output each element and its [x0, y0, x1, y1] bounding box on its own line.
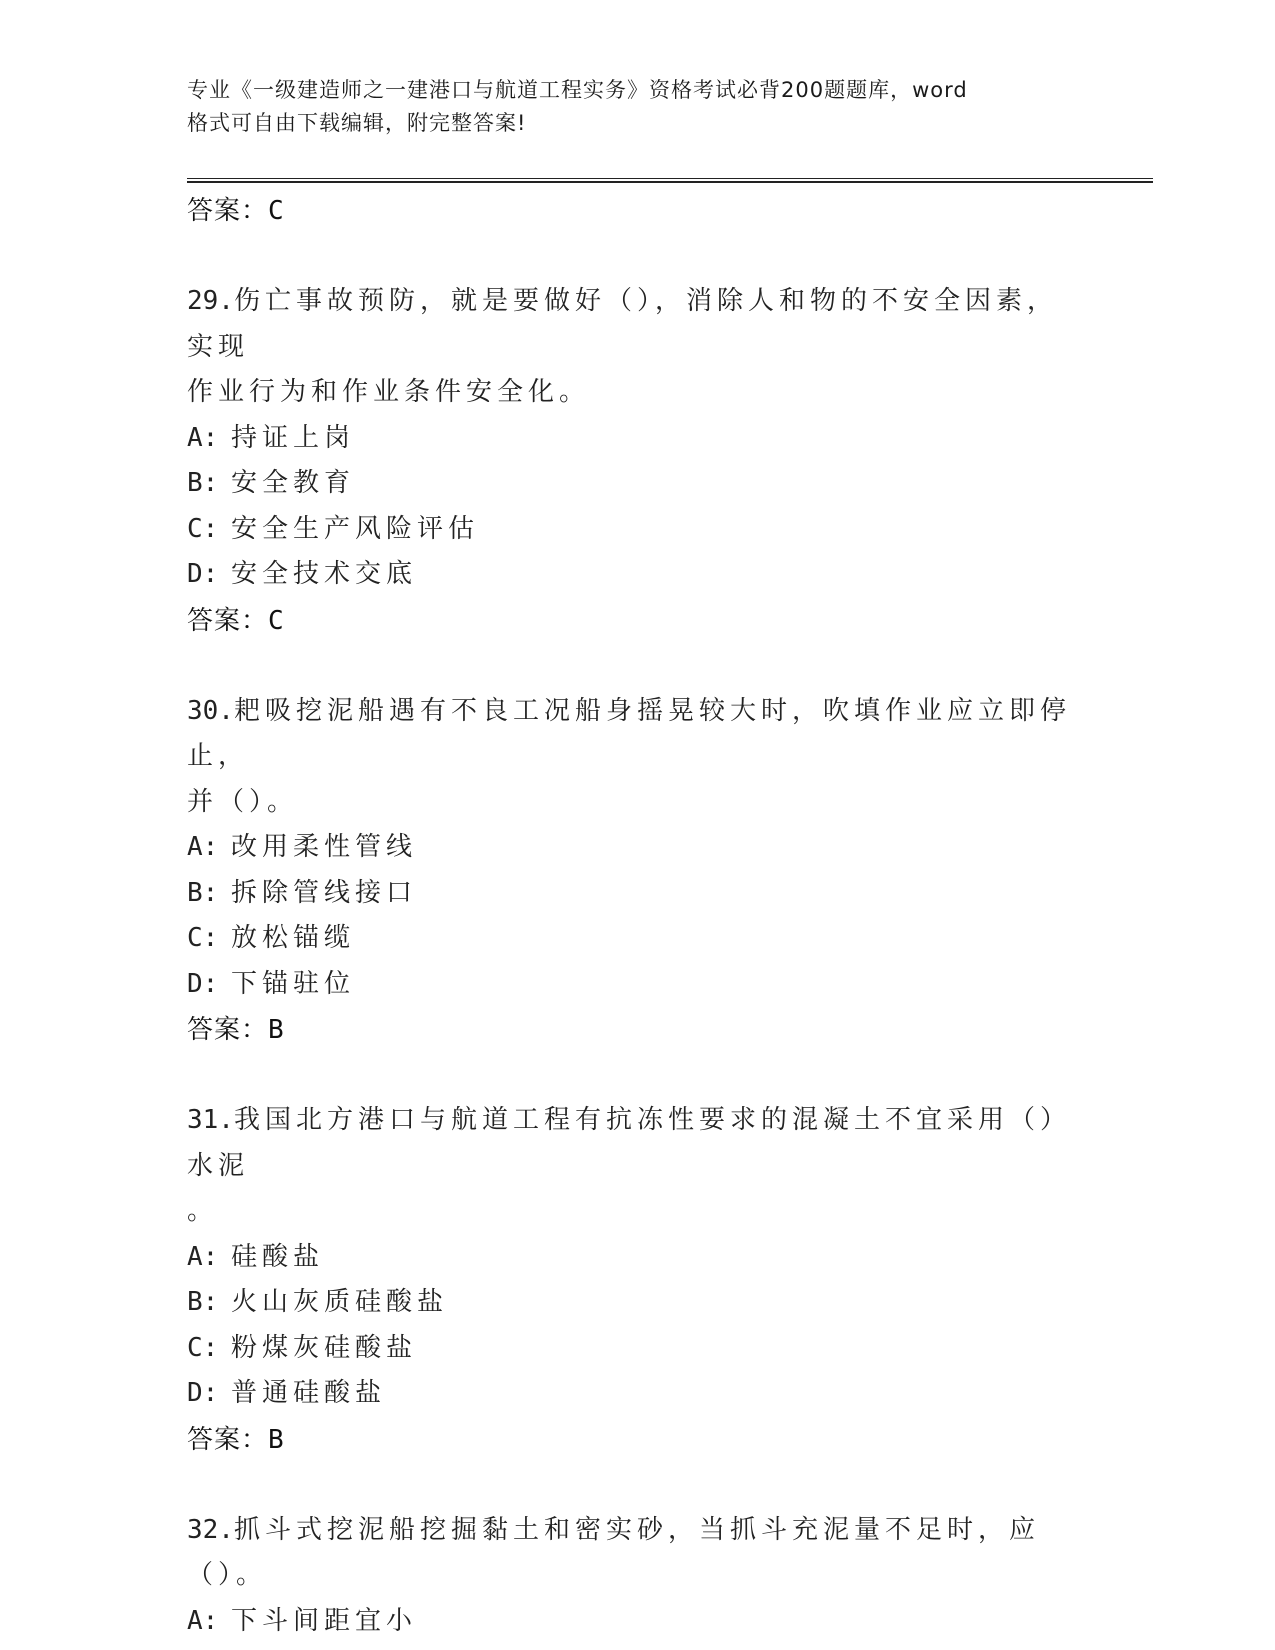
option-letter: B:	[187, 1287, 219, 1317]
question-text	[187, 1508, 1087, 1599]
answer-line	[187, 188, 1087, 234]
question-30	[187, 689, 1087, 1054]
option-letter: A:	[187, 422, 219, 453]
option-a	[187, 1235, 1087, 1281]
answer-label: 答案：	[187, 605, 269, 636]
option-text: 改用柔性管线	[231, 832, 418, 862]
answer-line	[187, 1007, 1087, 1053]
answer-label: 答案：	[187, 1015, 269, 1045]
question-29	[187, 279, 1087, 644]
option-text: 粉煤灰硅酸盐	[231, 1332, 418, 1363]
option-text: 持证上岗	[231, 422, 356, 453]
option-text: 放松锚缆	[231, 923, 356, 953]
option-b	[187, 461, 1087, 507]
question-text-line-1: 我国北方港口与航道工程有抗冻性要求的混凝土不宜采用（）水泥	[187, 1105, 1071, 1181]
option-text: 普通硅酸盐	[231, 1378, 387, 1408]
answer-label: 答案：	[187, 196, 269, 226]
question-text-line-2: 。	[187, 1196, 219, 1226]
header-divider	[187, 178, 1153, 183]
header-line-2: 格式可自由下载编辑，附完整答案!	[187, 111, 527, 135]
option-letter: D:	[187, 1378, 219, 1408]
option-b	[187, 871, 1087, 917]
option-text: 下斗间距宜小	[231, 1605, 418, 1636]
answer-label: 答案：	[187, 1424, 269, 1455]
option-letter: C:	[187, 513, 219, 544]
answer-line	[187, 598, 1087, 644]
question-text-line-1: 伤亡事故预防，就是要做好（），消除人和物的不安全因素，实现	[187, 286, 1058, 362]
option-d	[187, 1371, 1087, 1417]
question-number: 31.	[187, 1105, 234, 1135]
question-number: 29.	[187, 286, 234, 316]
option-d	[187, 962, 1087, 1008]
question-text-line-2: 并（）。	[187, 786, 299, 817]
option-letter: D:	[187, 968, 219, 999]
option-letter: A:	[187, 1605, 219, 1636]
question-32	[187, 1508, 1087, 1645]
answer-line	[187, 1417, 1087, 1463]
question-number: 30.	[187, 695, 234, 726]
question-number: 32.	[187, 1514, 234, 1545]
option-text: 安全教育	[231, 468, 356, 498]
option-letter: A:	[187, 1241, 219, 1272]
question-text	[187, 279, 1087, 370]
option-letter: C:	[187, 1332, 219, 1363]
answer-value: B	[268, 1424, 285, 1455]
option-c	[187, 507, 1087, 553]
option-a	[187, 825, 1087, 871]
option-text: 拆除管线接口	[231, 877, 418, 908]
option-b	[187, 1280, 1087, 1326]
page-header	[187, 74, 1067, 140]
option-letter: B:	[187, 468, 219, 498]
option-d	[187, 552, 1087, 598]
option-text: 硅酸盐	[231, 1241, 325, 1272]
question-31	[187, 1098, 1087, 1463]
question-text	[187, 689, 1087, 780]
option-letter: B:	[187, 877, 219, 908]
question-text-line-1: 耙吸挖泥船遇有不良工况船身摇晃较大时，吹填作业应立即停止，	[187, 695, 1071, 771]
question-text	[187, 1098, 1087, 1189]
answer-value: C	[268, 605, 285, 636]
option-text: 火山灰质硅酸盐	[231, 1287, 449, 1317]
option-a	[187, 1599, 1087, 1645]
option-letter: A:	[187, 832, 219, 862]
answer-value: B	[268, 1015, 285, 1045]
option-text: 安全技术交底	[231, 559, 418, 589]
option-text: 下锚驻位	[231, 968, 356, 999]
answer-value: C	[268, 196, 285, 226]
option-letter: D:	[187, 559, 219, 589]
option-c	[187, 1326, 1087, 1372]
option-a	[187, 416, 1087, 462]
option-c	[187, 916, 1087, 962]
document-body	[187, 188, 1087, 1644]
question-text-line-1: 抓斗式挖泥船挖掘黏土和密实砂，当抓斗充泥量不足时，应（）。	[187, 1514, 1040, 1590]
option-text: 安全生产风险评估	[231, 513, 480, 544]
option-letter: C:	[187, 923, 219, 953]
question-text-line-2: 作业行为和作业条件安全化。	[187, 377, 591, 407]
header-line-1: 专业《一级建造师之一建港口与航道工程实务》资格考试必背200题题库，word	[187, 78, 968, 102]
